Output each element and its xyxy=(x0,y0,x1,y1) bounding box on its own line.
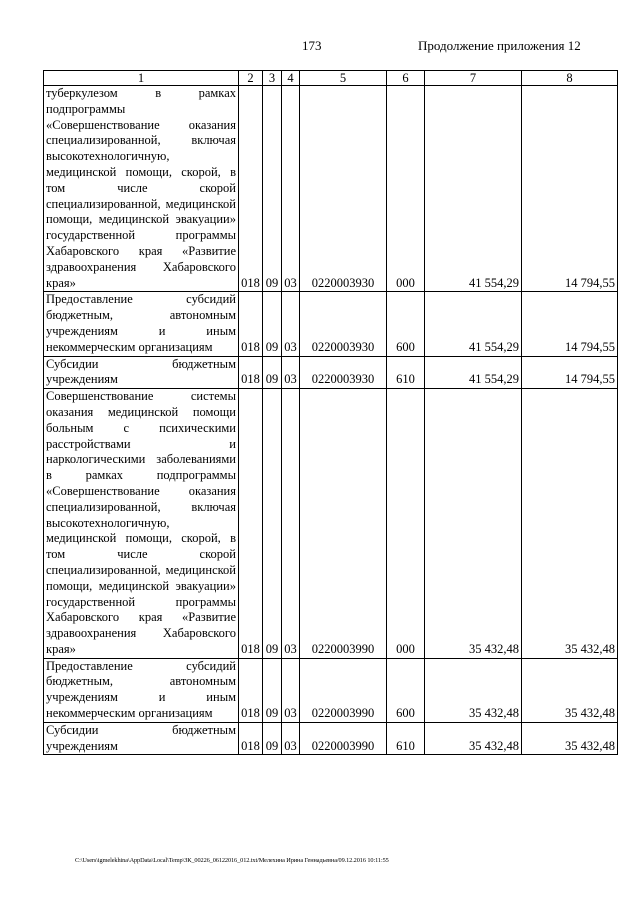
target-code: 0220003990 xyxy=(300,658,387,722)
amount-2: 35 432,48 xyxy=(522,389,618,659)
column-header: 1 xyxy=(44,71,239,86)
amount-1: 35 432,48 xyxy=(425,658,522,722)
subsection-code: 03 xyxy=(282,389,300,659)
header-row xyxy=(44,71,618,86)
section-code: 09 xyxy=(263,389,282,659)
row-name: Субсидии бюджетным учреждениям xyxy=(44,356,239,389)
amount-2: 14 794,55 xyxy=(522,356,618,389)
column-header: 4 xyxy=(282,71,300,86)
column-header: 6 xyxy=(387,71,425,86)
subsection-code: 03 xyxy=(282,722,300,755)
ministry-code: 018 xyxy=(239,356,263,389)
amount-2: 14 794,55 xyxy=(522,86,618,292)
ministry-code: 018 xyxy=(239,658,263,722)
table-row xyxy=(44,292,618,356)
amount-1: 41 554,29 xyxy=(425,86,522,292)
expense-type-code: 610 xyxy=(387,722,425,755)
row-name: туберкулезом в рамках подпрограммы «Совершенствование оказания специализированной, включая высокотехнологичную, медицинской помощи, скорой, в том числе скорой специализированной, медицинской помощи, медицинской эвакуации» государственной программы Хабаровского края «Развитие здравоохранения Хабаровского края» xyxy=(44,86,239,292)
target-code: 0220003990 xyxy=(300,722,387,755)
ministry-code: 018 xyxy=(239,389,263,659)
row-name: Субсидии бюджетным учреждениям xyxy=(44,722,239,755)
amount-2: 14 794,55 xyxy=(522,292,618,356)
section-code: 09 xyxy=(263,292,282,356)
expense-type-code: 610 xyxy=(387,356,425,389)
ministry-code: 018 xyxy=(239,722,263,755)
column-header: 8 xyxy=(522,71,618,86)
section-code: 09 xyxy=(263,658,282,722)
subsection-code: 03 xyxy=(282,658,300,722)
target-code: 0220003930 xyxy=(300,356,387,389)
subsection-code: 03 xyxy=(282,356,300,389)
amount-2: 35 432,48 xyxy=(522,722,618,755)
section-code: 09 xyxy=(263,86,282,292)
subsection-code: 03 xyxy=(282,86,300,292)
target-code: 0220003930 xyxy=(300,86,387,292)
amount-2: 35 432,48 xyxy=(522,658,618,722)
subsection-code: 03 xyxy=(282,292,300,356)
row-name: Совершенствование системы оказания медицинской помощи больным с психическими расстройствами и наркологическими заболеваниями в рамках подпрограммы «Совершенствование оказания специализированной, включая высокотехнологичную, медицинской помощи, скорой, в том числе скорой специализированной, медицинской помощи, медицинской эвакуации» государственной программы Хабаровского края «Развитие здравоохранения Хабаровского края» xyxy=(44,389,239,659)
column-header: 7 xyxy=(425,71,522,86)
row-name: Предоставление субсидий бюджетным, автономным учреждениям и иным некоммерческим организациям xyxy=(44,292,239,356)
table-row xyxy=(44,86,618,292)
amount-1: 35 432,48 xyxy=(425,389,522,659)
budget-table xyxy=(43,70,618,755)
target-code: 0220003990 xyxy=(300,389,387,659)
ministry-code: 018 xyxy=(239,292,263,356)
expense-type-code: 600 xyxy=(387,658,425,722)
expense-type-code: 600 xyxy=(387,292,425,356)
amount-1: 41 554,29 xyxy=(425,356,522,389)
column-header: 5 xyxy=(300,71,387,86)
expense-type-code: 000 xyxy=(387,389,425,659)
table-row xyxy=(44,722,618,755)
page-number: 173 xyxy=(302,38,322,53)
row-name: Предоставление субсидий бюджетным, автономным учреждениям и иным некоммерческим организациям xyxy=(44,658,239,722)
section-code: 09 xyxy=(263,356,282,389)
table-row xyxy=(44,389,618,659)
section-code: 09 xyxy=(263,722,282,755)
footer-file-path: C:\Users\igmelekhina\AppData\Local\Temp\ЗК_00226_06122016_012.txt/Мелехина Ирина Геннадьевна/09.12.2016 10:11:55 xyxy=(75,857,389,864)
continuation-note: Продолжение приложения 12 xyxy=(418,38,581,53)
table-row xyxy=(44,658,618,722)
ministry-code: 018 xyxy=(239,86,263,292)
column-header: 2 xyxy=(239,71,263,86)
amount-1: 35 432,48 xyxy=(425,722,522,755)
amount-1: 41 554,29 xyxy=(425,292,522,356)
table-row xyxy=(44,356,618,389)
expense-type-code: 000 xyxy=(387,86,425,292)
column-header: 3 xyxy=(263,71,282,86)
target-code: 0220003930 xyxy=(300,292,387,356)
